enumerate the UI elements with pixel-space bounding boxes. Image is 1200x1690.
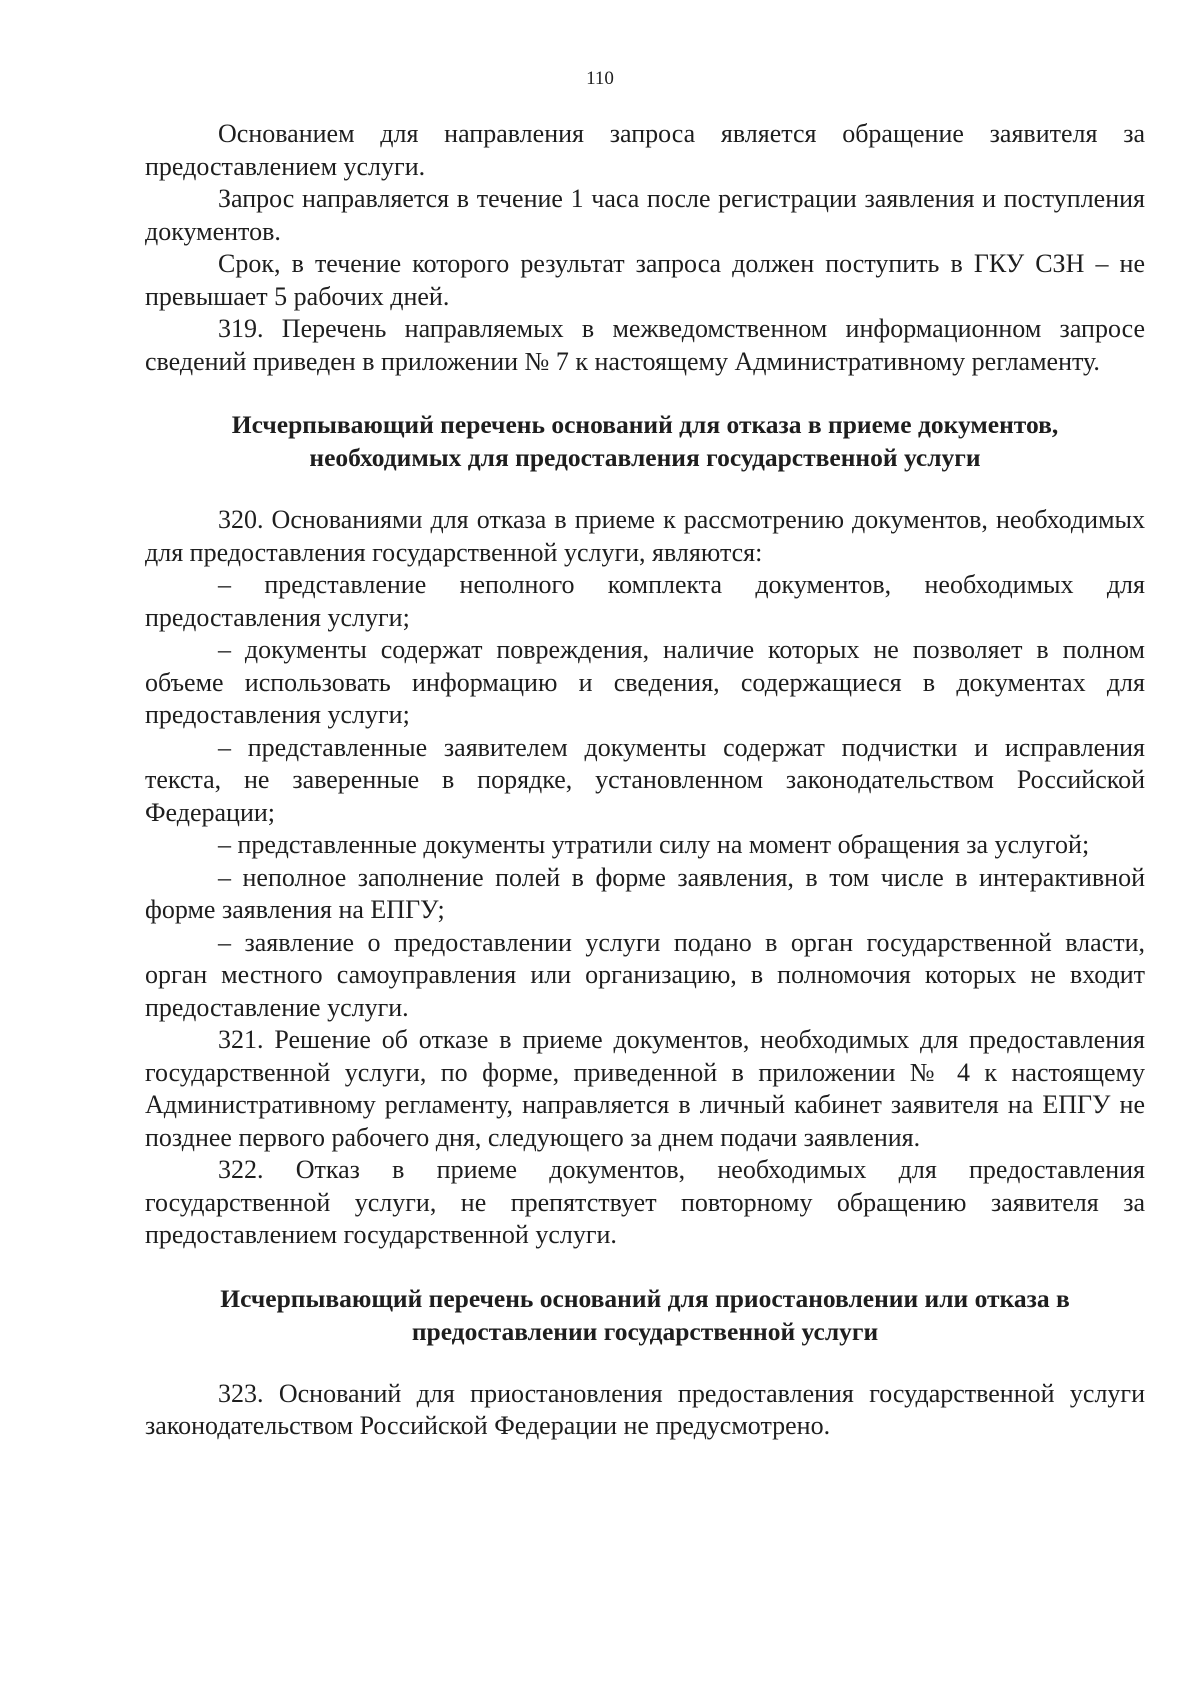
list-item-damaged-documents: – документы содержат повреждения, наличие которых не позволяет в полном объеме использовать информацию и сведения, содержащиеся в документах для предоставления услуги; xyxy=(145,635,1145,729)
document-body xyxy=(145,118,1145,1443)
paragraph-322: 322. Отказ в приеме документов, необходимых для предоставления государственной услуги, не препятствует повторному обращению заявителя за предоставлением государственной услуги. xyxy=(145,1155,1145,1249)
page-number: 110 xyxy=(586,68,614,89)
list-item-incomplete-set: – представление неполного комплекта документов, необходимых для предоставления услуги; xyxy=(145,570,1145,632)
section-heading-suspension xyxy=(145,1282,1145,1348)
intro-paragraph-1: Основанием для направления запроса является обращение заявителя за предоставлением услуги. xyxy=(145,119,1145,181)
paragraph-319: 319. Перечень направляемых в межведомственном информационном запросе сведений приведен в приложении № 7 к настоящему Административному регламенту. xyxy=(145,314,1145,376)
paragraph-320: 320. Основаниями для отказа в приеме к рассмотрению документов, необходимых для предоставления государственной услуги, являются: xyxy=(145,505,1145,567)
intro-paragraph-3: Срок, в течение которого результат запроса должен поступить в ГКУ СЗН – не превышает 5 рабочих дней. xyxy=(145,249,1145,311)
list-item-expired-documents: – представленные документы утратили силу на момент обращения за услугой; xyxy=(218,830,1090,859)
list-item-wrong-authority: – заявление о предоставлении услуги подано в орган государственной власти, орган местного самоуправления или организацию, в полномочия которых не входит предоставление услуги. xyxy=(145,927,1145,1022)
section-heading-suspension-line-1: Исчерпывающий перечень оснований для приостановлении или отказа в xyxy=(220,1283,1070,1313)
section-heading-suspension-line-2: предоставлении государственной услуги xyxy=(411,1316,879,1346)
list-item-corrections: – представленные заявителем документы содержат подчистки и исправления текста, не заверенные в порядке, установленном законодательством Российской Федерации; xyxy=(145,732,1145,827)
section-heading-refusal xyxy=(145,408,1145,474)
section-heading-refusal-line-2: необходимых для предоставления государственной услуги xyxy=(309,443,981,472)
paragraph-323: 323. Оснований для приостановления предоставления государственной услуги законодательством Российской Федерации не предусмотрено. xyxy=(145,1378,1145,1440)
intro-paragraph-2: Запрос направляется в течение 1 часа после регистрации заявления и поступления документов. xyxy=(145,184,1145,246)
list-item-incomplete-fields: – неполное заполнение полей в форме заявления, в том числе в интерактивной форме заявления на ЕПГУ; xyxy=(145,862,1145,924)
paragraph-321: 321. Решение об отказе в приеме документов, необходимых для предоставления государственной услуги, по форме, приведенной в приложении № 4 к настоящему Административному регламенту, направляется в личный кабинет заявителя на ЕПГУ не позднее первого рабочего дня, следующего за днем подачи заявления. xyxy=(145,1025,1145,1152)
section-heading-refusal-line-1: Исчерпывающий перечень оснований для отказа в приеме документов, xyxy=(231,410,1059,439)
